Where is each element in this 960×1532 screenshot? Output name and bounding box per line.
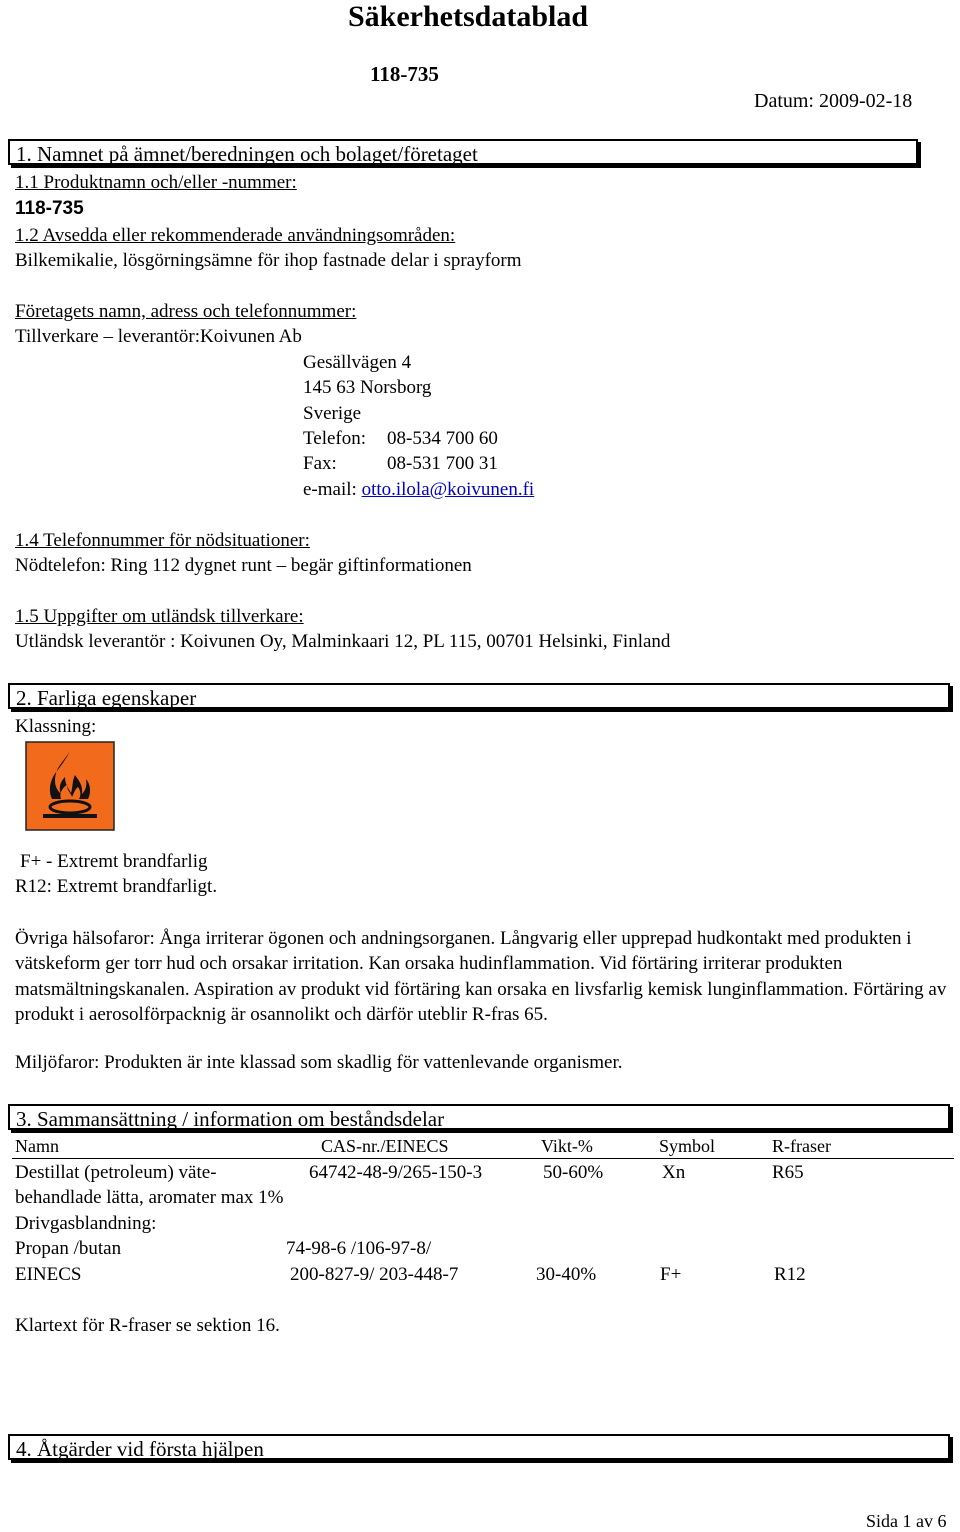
- classification-label: Klassning:: [15, 716, 97, 737]
- row2-symbol: F+: [660, 1264, 682, 1285]
- fax-label: Fax:: [303, 453, 337, 474]
- emergency-phone: Nödtelefon: Ring 112 dygnet runt – begär giftinformationen: [15, 555, 472, 576]
- row2-cas-line1: 74-98-6 /106-97-8/: [286, 1238, 432, 1259]
- product-number-label: 1.1 Produktnamn och/eller -nummer:: [15, 172, 297, 193]
- company-email: [303, 480, 534, 501]
- supplier-line: [15, 327, 302, 348]
- row1-name-line1: Destillat (petroleum) väte-: [15, 1162, 217, 1183]
- row1-name-line2: behandlade lätta, aromater max 1%: [15, 1187, 284, 1208]
- row1-weight: 50-60%: [543, 1162, 604, 1183]
- document-number: 118-735: [370, 62, 439, 86]
- row2-name-line1: Propan /butan: [15, 1238, 122, 1259]
- company-fax: [303, 454, 498, 475]
- row1-r-phrase: R65: [772, 1162, 804, 1183]
- document-date: Datum: 2009-02-18: [754, 90, 913, 112]
- table-header-divider: [12, 1158, 954, 1159]
- column-header-name: Namn: [15, 1136, 59, 1156]
- r12-classification: R12: Extremt brandfarligt.: [15, 876, 218, 897]
- company-phone: [303, 429, 498, 450]
- health-hazards: Övriga hälsofaror: Ånga irriterar ögonen och andningsorganen. Långvarig eller upprepad hudkontakt med produkten i vätskeform ger torr hud och orsakar irritation. Kan orsaka hudinflammation. Vid förtäring irriterar produkten matsmältningskanalen. Aspiration av produkt vid förtäring kan orsaka en livsfarlig kemisk lunginflammation. Förtäring av produkt i aerosolförpacknig är osannolikt och därför uteblir R-fras 65.: [15, 928, 947, 1025]
- section-1-heading: 1. Namnet på ämnet/beredningen och bolaget/företaget: [8, 139, 918, 165]
- phone-number: 08-534 700 60: [387, 428, 498, 449]
- row1-cas: 64742-48-9/265-150-3: [309, 1162, 483, 1183]
- supplier-label: Tillverkare – leverantör:: [15, 326, 201, 347]
- r-phrase-note: Klartext för R-fraser se sektion 16.: [15, 1315, 280, 1336]
- email-label: e-mail:: [303, 479, 357, 500]
- intended-use-label: 1.2 Avsedda eller rekommenderade användningsområden:: [15, 225, 456, 246]
- section-2-heading: 2. Farliga egenskaper: [8, 683, 950, 709]
- intended-use: Bilkemikalie, lösgörningsämne för ihop fastnade delar i sprayform: [15, 250, 522, 271]
- company-info-label: Företagets namn, adress och telefonnummer:: [15, 301, 357, 322]
- column-header-r-phrases: R-fraser: [772, 1136, 831, 1156]
- company-country: Sverige: [303, 403, 362, 424]
- section-3-heading: 3. Sammansättning / information om beståndsdelar: [8, 1104, 950, 1130]
- column-header-cas: CAS-nr./EINECS: [321, 1136, 449, 1156]
- company-name: Koivunen Ab: [200, 326, 302, 347]
- document-title: Säkerhetsdatablad: [348, 0, 589, 33]
- company-street: Gesällvägen 4: [303, 352, 412, 373]
- row1-symbol: Xn: [662, 1162, 686, 1183]
- section-4-heading: 4. Åtgärder vid första hjälpen: [8, 1434, 950, 1460]
- foreign-manufacturer-label: 1.5 Uppgifter om utländsk tillverkare:: [15, 606, 304, 627]
- product-number: 118-735: [15, 198, 84, 219]
- email-link[interactable]: otto.ilola@koivunen.fi: [361, 479, 535, 500]
- foreign-manufacturer: Utländsk leverantör : Koivunen Oy, Malminkaari 12, PL 115, 00701 Helsinki, Finland: [15, 631, 671, 652]
- page-number: Sida 1 av 6: [866, 1511, 947, 1531]
- company-postal: 145 63 Norsborg: [303, 377, 432, 398]
- row2-r-phrase: R12: [774, 1264, 806, 1285]
- row2-cas-line2: 200-827-9/ 203-448-7: [290, 1264, 459, 1285]
- row2-weight: 30-40%: [536, 1264, 597, 1285]
- fax-number: 08-531 700 31: [387, 453, 498, 474]
- environmental-hazards: Miljöfaror: Produkten är inte klassad som skadlig för vattenlevande organismer.: [15, 1052, 623, 1073]
- f-plus-classification: F+ - Extremt brandfarlig: [20, 851, 208, 872]
- emergency-phone-label: 1.4 Telefonnummer för nödsituationer:: [15, 530, 310, 551]
- row2-name-line2: EINECS: [15, 1264, 82, 1285]
- flammable-icon: [25, 741, 115, 831]
- phone-label: Telefon:: [303, 428, 367, 449]
- propellant-label: Drivgasblandning:: [15, 1213, 157, 1234]
- column-header-symbol: Symbol: [659, 1136, 716, 1156]
- column-header-weight: Vikt-%: [541, 1136, 593, 1156]
